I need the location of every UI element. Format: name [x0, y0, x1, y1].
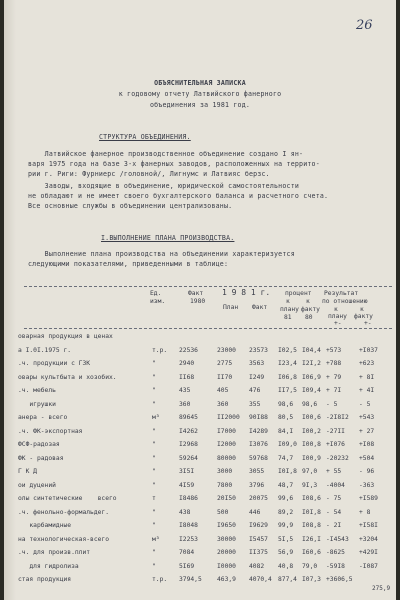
cell-unit: "	[152, 468, 156, 475]
header-pct-plan-2: плану	[280, 306, 299, 313]
cell-p2: I60,6	[302, 549, 321, 556]
cell-f80: II68	[179, 373, 195, 381]
header-pct-plan-1: к	[286, 298, 290, 305]
structure-line-4: Заводы, входящие в объединение, юридической самостоятельности	[28, 182, 300, 190]
cell-plan: II2000	[217, 414, 240, 421]
cell-f80: I2253	[179, 535, 198, 543]
cell-name: ФСФ-радозая	[18, 441, 60, 448]
cell-name: ои дуцений	[18, 481, 56, 489]
header-plan: План	[223, 304, 239, 311]
cell-f80: 5I69	[179, 562, 195, 570]
table-row	[4, 426, 396, 437]
section-heading-structure: СТРУКТУРА ОБЪЕДИНЕНИЯ.	[99, 133, 191, 141]
header-res-sign-fact: +-	[364, 320, 372, 327]
cell-name: .ч. ФК-экспортная	[18, 427, 83, 435]
cell-r1: +788	[326, 360, 342, 367]
cell-unit: "	[152, 562, 156, 570]
cell-f80: 59264	[179, 454, 198, 462]
cell-f80: 89645	[179, 414, 198, 421]
cell-r1: +3606,5	[326, 576, 353, 583]
cell-p1: I09,0	[278, 441, 297, 448]
cell-r2: +504	[359, 454, 375, 462]
cell-p2: I26,I	[302, 535, 321, 543]
cell-unit: т	[152, 495, 156, 502]
cell-name: на технологическая-всего	[18, 535, 109, 543]
document-page	[4, 0, 396, 600]
table-row	[4, 358, 396, 369]
cell-p1: 56,9	[278, 549, 294, 556]
cell-p2: I09,4	[302, 387, 321, 394]
cell-fact: 3055	[249, 468, 265, 475]
header-unit-2: изм.	[150, 298, 166, 305]
cell-f80: I4262	[179, 427, 198, 435]
cell-r1: + 7I	[326, 387, 342, 394]
header-res-plan-1: к	[334, 306, 338, 313]
cell-r2: +I08	[359, 441, 375, 448]
cell-f80: 22536	[179, 346, 198, 354]
table-row	[4, 547, 396, 558]
cell-fact: 4070,4	[249, 576, 272, 583]
cell-plan: I9650	[217, 522, 236, 529]
cell-p2: I0I,8	[302, 508, 321, 516]
cell-p1: 877,4	[278, 576, 297, 583]
cell-r1: -20232	[326, 454, 349, 462]
cell-p2: I08,6	[302, 495, 321, 502]
page-stamp: 275,9	[372, 585, 391, 592]
cell-fact: 3563	[249, 360, 265, 367]
cell-p2: I07,3	[302, 576, 321, 583]
cell-plan: II70	[217, 373, 233, 381]
cell-unit: "	[152, 373, 156, 381]
cell-plan: 30000	[217, 535, 236, 543]
cell-f80: 435	[179, 387, 191, 394]
cell-unit: "	[152, 549, 156, 556]
header-fact1980-2: 1980	[190, 298, 206, 305]
cell-plan: I7000	[217, 427, 236, 435]
cell-r1: +I076	[326, 441, 345, 448]
cell-r2: +I037	[359, 346, 378, 354]
cell-name: карбамидные	[18, 522, 72, 529]
cell-fact: 3796	[249, 481, 265, 489]
cell-unit: "	[152, 454, 156, 462]
cell-p2: I08,8	[302, 522, 321, 529]
cell-unit: т.р.	[152, 346, 168, 354]
table-row	[4, 399, 396, 410]
table-row	[4, 412, 396, 423]
cell-r1: -4004	[326, 481, 345, 489]
header-fact: Факт	[252, 304, 268, 311]
cell-plan: 20I50	[217, 495, 236, 502]
cell-fact: I249	[249, 373, 265, 381]
header-res-sign-plan: +-	[334, 320, 342, 327]
cell-fact: II375	[249, 549, 268, 556]
cell-p2: 79,0	[302, 562, 318, 570]
cell-f80: 3794,5	[179, 576, 202, 583]
cell-r1: - 54	[326, 508, 342, 516]
cell-f80: 3I5I	[179, 468, 195, 475]
header-pct-fact-1: к	[306, 298, 310, 305]
cell-p2: I00,9	[302, 454, 321, 462]
cell-p1: 80,5	[278, 414, 294, 421]
cell-plan: 7800	[217, 481, 233, 489]
cell-name: а I.0I.1975 г.	[18, 346, 72, 354]
cell-unit: т.р.	[152, 576, 168, 583]
header-res-fact-1: к	[360, 306, 364, 313]
cell-name: анера - всего	[18, 414, 68, 421]
cell-name: Г К Д	[18, 468, 37, 475]
cell-f80: 7084	[179, 549, 195, 556]
cell-p2: I2I,2	[302, 360, 321, 367]
cell-name: оварная продукция в ценах	[18, 333, 113, 340]
cell-f80: 2940	[179, 360, 195, 367]
cell-unit: м³	[152, 535, 160, 543]
cell-r1: + 55	[326, 468, 342, 475]
cell-p2: I00,2	[302, 427, 321, 435]
cell-f80: 438	[179, 508, 191, 516]
cell-f80: I8486	[179, 495, 198, 502]
plan-line-2: следующими показателями, приведенными в таблице:	[28, 260, 229, 268]
cell-name: .ч. для произв.плит	[18, 549, 91, 556]
structure-line-3: рии г. Риги: Фурниерс /головной/, Лигнумс и Латвияс берзс.	[28, 170, 270, 178]
cell-fact: 90I88	[249, 414, 268, 421]
header-percent: процент	[285, 290, 312, 297]
table-row	[4, 331, 396, 342]
cell-r2: -363	[359, 481, 375, 489]
cell-r1: - 75	[326, 495, 342, 502]
table-row	[4, 520, 396, 531]
header-unit-1: Ед.	[150, 290, 162, 297]
cell-p1: 40,8	[278, 562, 294, 570]
cell-r2: + 8	[359, 508, 371, 516]
cell-r1: -8625	[326, 549, 345, 556]
cell-p1: 99,6	[278, 495, 294, 502]
cell-r2: - 5	[359, 400, 371, 408]
cell-fact: 446	[249, 508, 261, 516]
header-1981: 1 9 8 1 г.	[222, 288, 271, 297]
cell-p1: 89,2	[278, 508, 294, 516]
cell-p1: 48,7	[278, 481, 294, 489]
archive-number: 26	[356, 18, 373, 33]
table-header-rule	[24, 328, 392, 329]
header-result-1: Результат	[324, 290, 359, 297]
table-row	[4, 574, 396, 585]
cell-p1: 84,I	[278, 427, 294, 435]
cell-r2: +543	[359, 414, 375, 421]
cell-unit: "	[152, 360, 156, 367]
cell-p2: 98,6	[302, 400, 318, 408]
table-row	[4, 466, 396, 477]
title-line-2: к годовому отчету Латвийского фанерного	[118, 90, 282, 98]
cell-r1: -27II	[326, 427, 345, 435]
cell-name: овары культбыта и хозобих.	[18, 373, 117, 381]
cell-plan: 360	[217, 400, 229, 408]
cell-fact: I3076	[249, 441, 268, 448]
cell-name: ФК - радовая	[18, 454, 64, 462]
cell-plan: I0000	[217, 562, 236, 570]
cell-plan: 500	[217, 508, 229, 516]
cell-name: .ч. мебель	[18, 387, 56, 394]
cell-p1: I0I,8	[278, 468, 297, 475]
header-pct-fact-2: факту	[301, 306, 320, 313]
cell-name: олы синтетические всего	[18, 495, 117, 502]
cell-fact: 355	[249, 400, 261, 408]
cell-r2: -I087	[359, 562, 378, 570]
cell-r1: - 2I	[326, 522, 342, 529]
cell-plan: I2000	[217, 441, 236, 448]
cell-f80: 4I59	[179, 481, 195, 489]
cell-r2: +429I	[359, 549, 378, 556]
title-line-3: объединения за 1981 год.	[149, 101, 251, 109]
cell-r2: + 8I	[359, 373, 375, 381]
table-row	[4, 493, 396, 504]
cell-name: стая продукция	[18, 576, 72, 583]
structure-line-6: Все основные службы в объединении централизованы.	[28, 202, 233, 210]
cell-unit: "	[152, 522, 156, 529]
table-row	[4, 453, 396, 464]
cell-name: игрушки	[18, 400, 56, 408]
cell-fact: 4082	[249, 562, 265, 570]
table-top-rule	[24, 286, 392, 287]
cell-p1: 74,7	[278, 454, 294, 462]
cell-p1: I02,5	[278, 346, 297, 354]
cell-name: .ч. фенольно-формальдег.	[18, 508, 109, 516]
cell-p1: 5I,5	[278, 535, 294, 543]
cell-r1: -I4543	[326, 535, 349, 543]
table-row	[4, 439, 396, 450]
cell-fact: 20075	[249, 495, 268, 502]
cell-p1: II7,5	[278, 387, 297, 394]
cell-p2: 97,0	[302, 468, 318, 475]
cell-fact: I4289	[249, 427, 268, 435]
cell-plan: 23000	[217, 346, 236, 354]
cell-p2: 9I,3	[302, 481, 318, 489]
cell-fact: 476	[249, 387, 261, 394]
cell-unit: "	[152, 427, 156, 435]
cell-unit: м³	[152, 414, 160, 421]
cell-plan: 80000	[217, 454, 236, 462]
cell-unit: "	[152, 481, 156, 489]
cell-plan: 3000	[217, 468, 233, 475]
cell-r1: - 5	[326, 400, 338, 408]
cell-unit: "	[152, 441, 156, 448]
structure-line-1: Латвийское фанерное производственное объединение создано I ян-	[28, 150, 304, 158]
cell-r2: +I58I	[359, 522, 378, 529]
section-heading-plan: I.ВЫПОЛНЕНИЕ ПЛАНА ПРОИЗВОДСТВА.	[101, 234, 235, 242]
header-res-fact-2: факту	[354, 313, 373, 320]
cell-r1: + 79	[326, 373, 342, 381]
cell-plan: 20000	[217, 549, 236, 556]
table-row	[4, 385, 396, 396]
cell-r1: -59I8	[326, 562, 345, 570]
cell-plan: 405	[217, 387, 229, 394]
header-pct-81: 81	[284, 314, 292, 321]
cell-fact: 59768	[249, 454, 268, 462]
title-line-1: ОБЪЯСНИТЕЛЬНАЯ ЗАПИСКА	[154, 79, 246, 87]
cell-f80: 360	[179, 400, 191, 408]
cell-r2: + 27	[359, 427, 375, 435]
cell-r2: +I589	[359, 495, 378, 502]
header-pct-80: 80	[305, 314, 313, 321]
cell-unit: "	[152, 508, 156, 516]
table-row	[4, 561, 396, 572]
cell-fact: 23573	[249, 346, 268, 354]
table-row	[4, 480, 396, 491]
cell-p1: 99,9	[278, 522, 294, 529]
table-row	[4, 345, 396, 356]
cell-p1: I23,4	[278, 360, 297, 367]
cell-p1: 98,6	[278, 400, 294, 408]
cell-plan: 2775	[217, 360, 233, 367]
cell-r2: + 4I	[359, 387, 375, 394]
header-fact1980-1: Факт	[188, 290, 204, 297]
cell-p2: I06,9	[302, 373, 321, 381]
cell-r2: +3204	[359, 535, 378, 543]
cell-f80: I2968	[179, 441, 198, 448]
structure-line-5: не обладают и не имеет своего бухгалтерского баланса и расчетного счета.	[28, 192, 329, 200]
cell-plan: 463,9	[217, 576, 236, 583]
cell-r1: -2I8I2	[326, 414, 349, 421]
cell-fact: I5457	[249, 535, 268, 543]
cell-p2: I00,8	[302, 441, 321, 448]
table-row	[4, 507, 396, 518]
cell-r2: - 96	[359, 468, 375, 475]
cell-f80: I8048	[179, 522, 198, 529]
plan-line-1: Выполнение плана производства на объединении характеризуется	[28, 250, 295, 258]
cell-unit: "	[152, 400, 156, 408]
header-result-2: по отношению	[322, 298, 368, 305]
cell-r2: +623	[359, 360, 375, 367]
cell-p2: I00,6	[302, 414, 321, 421]
header-res-plan-2: плану	[328, 313, 347, 320]
cell-r1: +573	[326, 346, 342, 354]
cell-name: .ч. продукции с ГЗК	[18, 360, 91, 367]
cell-fact: I9629	[249, 522, 268, 529]
cell-name: для гидролиза	[18, 562, 79, 570]
cell-unit: "	[152, 387, 156, 394]
table-row	[4, 534, 396, 545]
cell-p2: I04,4	[302, 346, 321, 354]
structure-line-2: варя 1975 года на базе 3-х фанерных заводов, расположенных на террито-	[28, 160, 320, 168]
cell-p1: I06,8	[278, 373, 297, 381]
table-row	[4, 372, 396, 383]
